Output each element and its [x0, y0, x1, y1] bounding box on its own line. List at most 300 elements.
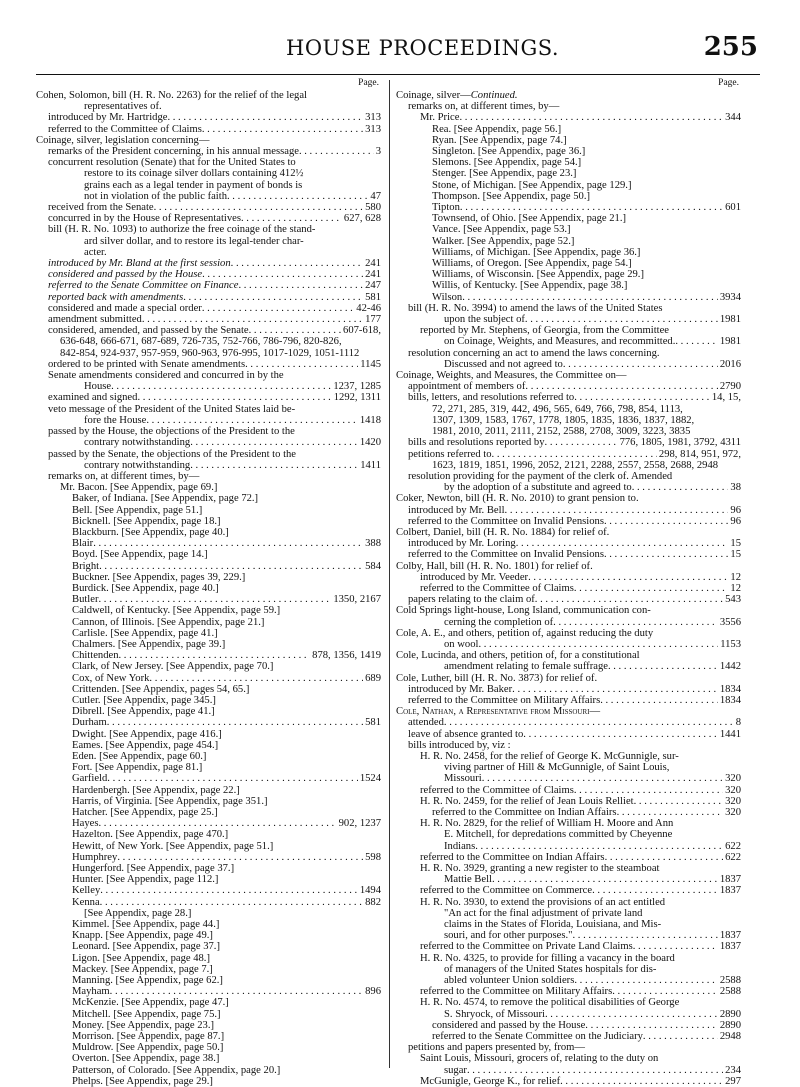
- index-entry: [396, 392, 741, 403]
- entry-page-ref: 543: [725, 594, 741, 606]
- entry-text: introduced by Mr. Bell: [408, 504, 505, 516]
- index-entry: [396, 706, 741, 717]
- index-entry: [396, 303, 741, 314]
- leader-dots: [444, 717, 734, 728]
- entry-text: Coinage, silver, legislation concerning—: [36, 134, 210, 146]
- index-entry: [396, 146, 741, 157]
- entry-text: amendment relating to female suffrage: [444, 661, 608, 673]
- leader-dots: [183, 292, 363, 303]
- index-entry: [396, 684, 741, 695]
- entry-text: 72, 271, 285, 319, 442, 496, 565, 649, 766, 798, 854, 1113,: [432, 403, 683, 415]
- index-entry: [396, 202, 741, 213]
- index-entry: [396, 493, 741, 504]
- entry-text: referred to the Committee on Indian Affairs: [432, 807, 617, 818]
- entry-text: Missouri: [444, 773, 482, 785]
- entry-text: Humphrey: [72, 851, 118, 863]
- entry-text: referred to the Committee of Claims: [48, 123, 202, 135]
- entry-text: referred to the Committee on Commerce: [420, 885, 593, 897]
- index-entry: [36, 437, 381, 448]
- leader-dots: [592, 885, 718, 896]
- entry-text: Mattie Bell: [444, 874, 492, 886]
- entry-text: Coinage, silver—Continued.: [396, 90, 518, 101]
- entry-text: by the adoption of a substitute and agreed to: [444, 482, 632, 494]
- entry-page-ref: 177: [365, 314, 381, 326]
- index-entry: [396, 370, 741, 381]
- entry-page-ref: 622: [725, 840, 741, 852]
- index-entry: [396, 863, 741, 874]
- index-entry: [396, 729, 741, 740]
- leader-dots: [605, 852, 724, 863]
- index-entry: [36, 180, 381, 191]
- leader-dots: [585, 1020, 718, 1031]
- index-entry: [36, 90, 381, 101]
- leader-dots: [245, 359, 358, 370]
- index-entry: [36, 818, 381, 829]
- index-entry: [396, 650, 741, 661]
- leader-dots: [633, 941, 718, 952]
- leader-dots: [634, 796, 724, 807]
- entry-page-ref: 42-46: [356, 302, 381, 314]
- index-entry: [396, 213, 741, 224]
- index-entry: [396, 964, 741, 975]
- entry-text: Morrison. [See Appendix, page 87.]: [72, 1031, 225, 1043]
- leader-dots: [523, 729, 718, 740]
- index-entry: [396, 336, 741, 347]
- entry-text: bills, letters, and resolutions referred to: [408, 392, 575, 404]
- leader-dots: [107, 773, 358, 784]
- entry-text: McGunigle, George K., for relief: [420, 1075, 561, 1087]
- index-entry: [36, 336, 381, 347]
- index-entry: [36, 168, 381, 179]
- entry-text: Cole, Luther, bill (H. R. No. 3873) for relief of.: [396, 672, 598, 684]
- entry-text: Rea. [See Appendix, page 56.]: [432, 123, 562, 135]
- entry-page-ref: 14, 15,: [711, 392, 741, 404]
- entry-page-ref: 297: [725, 1075, 741, 1087]
- index-entry: [36, 1009, 381, 1020]
- entry-page-ref: 234: [725, 1064, 741, 1076]
- entry-text: House: [84, 381, 112, 393]
- entry-text: Garfield: [72, 773, 108, 785]
- leader-dots: [600, 695, 718, 706]
- entry-page-ref: 15: [730, 538, 741, 550]
- entry-page-ref: 1834: [719, 683, 741, 695]
- index-entry: [396, 751, 741, 762]
- index-entry: [396, 773, 741, 784]
- index-entry: [36, 348, 381, 359]
- index-entry: [36, 505, 381, 516]
- entry-page-ref: 1837: [719, 941, 741, 953]
- entry-text: remarks on, at different times, by—: [48, 470, 200, 482]
- leader-dots: [563, 359, 718, 370]
- entry-text: Harris, of Virginia. [See Appendix, page 351.]: [72, 795, 268, 807]
- index-entry: [36, 941, 381, 952]
- index-entry: [396, 1020, 741, 1031]
- index-entry: [396, 986, 741, 997]
- entry-text: H. R. No. 3929, granting a new register to the steamboat: [420, 863, 660, 875]
- index-entry: [36, 605, 381, 616]
- index-entry: [396, 885, 741, 896]
- entry-text: ordered to be printed with Senate amendments: [48, 358, 246, 370]
- right-column: [396, 78, 741, 1087]
- entry-page-ref: 1418: [359, 414, 381, 426]
- entry-page-ref: 241: [365, 269, 381, 281]
- index-entry: [396, 628, 741, 639]
- index-entry: [396, 919, 741, 930]
- entry-text: fore the House: [84, 414, 147, 426]
- index-entry: [396, 191, 741, 202]
- leader-dots: [99, 561, 363, 572]
- index-entry: [396, 426, 741, 437]
- entry-text: 636-648, 666-671, 687-689, 726-735, 752-766, 786-796, 820-826,: [60, 336, 342, 348]
- entry-text: restore to its coinage silver dollars containing 412½: [84, 168, 304, 180]
- leader-dots: [149, 673, 363, 684]
- leader-dots: [478, 639, 718, 650]
- index-entry: [36, 863, 381, 874]
- index-entry: [36, 773, 381, 784]
- index-entry: [36, 1053, 381, 1064]
- entry-text: Crittenden. [See Appendix, pages 54, 65.]: [72, 683, 250, 695]
- leader-dots: [574, 392, 710, 403]
- index-entry: [36, 146, 381, 157]
- entry-text: Blackburn. [See Appendix, page 40.]: [72, 526, 229, 538]
- index-entry: [36, 269, 381, 280]
- entry-text: abled volunteer Union soldiers: [444, 975, 575, 987]
- entry-text: Willis, of Kentucky. [See Appendix, page 38.]: [432, 280, 628, 292]
- entry-text: passed by the House, the objections of the President to the: [48, 426, 295, 438]
- entry-text: viving partner of Hill & McGunnigle, of Saint Louis,: [444, 762, 670, 774]
- entry-page-ref: 1834: [719, 694, 741, 706]
- entry-text: Overton. [See Appendix, page 38.]: [72, 1053, 220, 1065]
- entry-text: Caldwell, of Kentucky. [See Appendix, page 59.]: [72, 605, 281, 617]
- entry-text: cerning the completion of: [444, 616, 554, 628]
- index-entry: [36, 471, 381, 482]
- entry-text: Singleton. [See Appendix, page 36.]: [432, 146, 586, 158]
- entry-text: McKenzie. [See Appendix, page 47.]: [72, 997, 229, 1009]
- entry-text: 842-854, 924-937, 957-959, 960-963, 976-995, 1017-1029, 1051-1112: [60, 347, 360, 359]
- entry-page-ref: 1237, 1285: [333, 381, 381, 393]
- entry-text: Hungerford. [See Appendix, page 37.]: [72, 863, 235, 875]
- index-entry: [396, 1065, 741, 1076]
- entry-page-ref: 2588: [719, 986, 741, 998]
- entry-page-ref: 584: [365, 560, 381, 572]
- index-entry: [396, 527, 741, 538]
- entry-text: Mr. Price: [420, 112, 460, 124]
- entry-page-ref: 38: [730, 482, 741, 494]
- index-entry: [36, 493, 381, 504]
- index-entry: [396, 180, 741, 191]
- entry-text: grains each as a legal tender in payment of bonds is: [84, 179, 303, 191]
- index-entry: [36, 796, 381, 807]
- entry-page-ref: 8: [735, 717, 741, 729]
- index-entry: [36, 740, 381, 751]
- entry-text: Mackey. [See Appendix, page 7.]: [72, 963, 213, 975]
- index-entry: [36, 325, 381, 336]
- entry-text: remarks on, at different times, by—: [408, 101, 560, 113]
- entry-page-ref: 320: [725, 773, 741, 785]
- index-entry: [396, 807, 741, 818]
- entry-page-ref: 1292, 1311: [333, 392, 381, 404]
- leader-dots: [545, 437, 618, 448]
- index-entry: [36, 527, 381, 538]
- index-entry: [36, 650, 381, 661]
- leader-dots: [525, 381, 717, 392]
- index-entry: [396, 157, 741, 168]
- entry-page-ref: 622: [725, 851, 741, 863]
- index-entry: [36, 426, 381, 437]
- index-entry: [36, 841, 381, 852]
- entry-text: Kenna: [72, 896, 100, 908]
- entry-text: Thompson. [See Appendix, page 50.]: [432, 190, 590, 202]
- index-entry: [36, 392, 381, 403]
- index-entry: [396, 975, 741, 986]
- index-entry: [36, 829, 381, 840]
- leader-dots: [492, 449, 657, 460]
- index-entry: [396, 549, 741, 560]
- entry-text: Cole, A. E., and others, petition of, against reducing the duty: [396, 627, 654, 639]
- index-entry: [396, 617, 741, 628]
- index-entry: [36, 695, 381, 706]
- index-entry: [396, 673, 741, 684]
- index-entry: [396, 348, 741, 359]
- index-entry: [36, 930, 381, 941]
- entry-page-ref: 1420: [359, 437, 381, 449]
- leader-dots: [460, 202, 723, 213]
- index-entry: [36, 482, 381, 493]
- column-divider: [389, 80, 390, 1068]
- entry-text: contrary notwithstanding: [84, 437, 191, 449]
- leader-dots: [462, 292, 718, 303]
- entry-page-ref: 902, 1237: [338, 818, 381, 830]
- entry-page-ref: 388: [365, 538, 381, 550]
- index-entry: [396, 841, 741, 852]
- leader-dots: [512, 684, 718, 695]
- index-entry: [396, 829, 741, 840]
- entry-page-ref: 3: [375, 146, 381, 158]
- entry-text: Chalmers. [See Appendix, page 39.]: [72, 638, 226, 650]
- entry-page-ref: 581: [365, 291, 381, 303]
- entry-text: referred to the Senate Committee on Finance: [48, 280, 239, 292]
- entry-text: Cutler. [See Appendix, page 345.]: [72, 694, 216, 706]
- index-entry: [396, 785, 741, 796]
- entry-text: Eames. [See Appendix, page 454.]: [72, 739, 219, 751]
- index-entry: [36, 460, 381, 471]
- entry-page-ref: 1837: [719, 930, 741, 942]
- entry-text: referred to the Senate Committee on the Judiciary: [432, 1031, 643, 1043]
- entry-text: Chittenden: [72, 650, 119, 662]
- entry-page-ref: 1524: [359, 773, 381, 785]
- entry-text: resolution providing for the payment of the clerk of. Amended: [408, 470, 673, 482]
- index-entry: [396, 1042, 741, 1053]
- entry-page-ref: 3934: [719, 291, 741, 303]
- leader-dots: [467, 1065, 723, 1076]
- index-entry: [396, 796, 741, 807]
- entry-text: Mayham: [72, 986, 110, 998]
- index-entry: [396, 460, 741, 471]
- entry-text: not in violation of the public faith: [84, 190, 227, 202]
- entry-text: Cohen, Solomon, bill (H. R. No. 2263) for the relief of the legal: [36, 90, 307, 101]
- index-entry: [396, 583, 741, 594]
- entry-text: souri, and for other purposes.": [444, 930, 573, 942]
- entry-page-ref: 313: [365, 112, 381, 124]
- leader-dots: [574, 975, 717, 986]
- index-entry: [396, 247, 741, 258]
- entry-text: referred to the Committee of Claims: [420, 582, 574, 594]
- index-entry: [36, 359, 381, 370]
- leader-dots: [535, 594, 723, 605]
- leader-dots: [202, 269, 363, 280]
- entry-page-ref: 1981: [719, 314, 741, 326]
- index-entry: [36, 729, 381, 740]
- index-entry: [396, 639, 741, 650]
- entry-text: petitions referred to: [408, 448, 492, 460]
- index-entry: [36, 661, 381, 672]
- entry-text: upon the subject of: [444, 314, 525, 326]
- index-entry: [396, 1076, 741, 1087]
- index-entry: [396, 381, 741, 392]
- index-entry: [396, 997, 741, 1008]
- index-entry: [36, 303, 381, 314]
- index-entry: [36, 247, 381, 258]
- entry-text: on Coinage, Weights, and Measures, and recommitted.: [444, 336, 676, 348]
- entry-text: amendment submitted: [48, 314, 142, 326]
- index-entry: [36, 852, 381, 863]
- entry-text: sugar: [444, 1064, 467, 1076]
- index-entry: [36, 135, 381, 146]
- index-entry: [36, 997, 381, 1008]
- entry-text: Cannon, of Illinois. [See Appendix, page 21.]: [72, 616, 265, 628]
- leader-dots: [142, 314, 363, 325]
- entry-text: S. Shryock, of Missouri: [444, 1008, 545, 1020]
- page-column-label: Page.: [718, 78, 739, 88]
- index-entry: [396, 505, 741, 516]
- page-number: 255: [703, 32, 758, 62]
- entry-page-ref: 1494: [359, 885, 381, 897]
- index-entry: [36, 975, 381, 986]
- index-entry: [36, 617, 381, 628]
- entry-page-ref: 581: [365, 717, 381, 729]
- entry-text: received from the Senate: [48, 202, 154, 214]
- index-entry: [36, 191, 381, 202]
- index-entry: [396, 908, 741, 919]
- index-entry: [396, 852, 741, 863]
- index-entry: [396, 740, 741, 751]
- index-entry: [36, 1020, 381, 1031]
- entry-text: Eden. [See Appendix, page 60.]: [72, 750, 207, 762]
- entry-text: Muldrow. [See Appendix, page 50.]: [72, 1042, 224, 1054]
- entry-page-ref: 313: [365, 123, 381, 135]
- entry-text: Wilson: [432, 291, 463, 303]
- entry-page-ref: 3556: [719, 616, 741, 628]
- leader-dots: [154, 202, 364, 213]
- index-entry: [36, 986, 381, 997]
- index-entry: [36, 516, 381, 527]
- index-entry: [36, 639, 381, 650]
- entry-text: Mr. Bacon. [See Appendix, page 69.]: [60, 482, 218, 494]
- index-entry: [36, 717, 381, 728]
- entry-page-ref: 1411: [360, 459, 381, 471]
- index-entry: [36, 673, 381, 684]
- index-entry: [396, 359, 741, 370]
- entry-page-ref: 1981: [719, 336, 741, 348]
- entry-text: introduced by Mr. Loring: [408, 538, 516, 550]
- index-entry: [396, 594, 741, 605]
- leader-dots: [299, 146, 374, 157]
- leader-dots: [227, 191, 368, 202]
- index-entry: [396, 314, 741, 325]
- entry-text: Colby, Hall, bill (H. R. No. 1801) for relief of.: [396, 560, 593, 572]
- entry-page-ref: 344: [725, 112, 741, 124]
- entry-page-ref: 1837: [719, 874, 741, 886]
- entry-text: acter.: [84, 246, 107, 258]
- leader-dots: [553, 617, 718, 628]
- entry-text: Buckner. [See Appendix, pages 39, 229.]: [72, 571, 246, 583]
- entry-page-ref: 2016: [719, 358, 741, 370]
- index-entry: [36, 964, 381, 975]
- entry-text: referred to the Committee on Private Land Claims: [420, 941, 633, 953]
- index-entry: [36, 1042, 381, 1053]
- entry-page-ref: 241: [365, 258, 381, 270]
- index-entry: [36, 953, 381, 964]
- entry-page-ref: 2588: [719, 975, 741, 987]
- index-entry: [36, 224, 381, 235]
- index-entry: [36, 157, 381, 168]
- index-entry: [36, 415, 381, 426]
- entry-text: Hatcher. [See Appendix, page 25.]: [72, 807, 218, 818]
- leader-dots: [231, 258, 363, 269]
- entry-text: Kelley: [72, 885, 101, 897]
- index-entry: [396, 280, 741, 291]
- entry-page-ref: 96: [730, 504, 741, 516]
- entry-text: Coker, Newton, bill (H. R. No. 2010) to grant pension to.: [396, 493, 639, 505]
- leader-dots: [505, 505, 729, 516]
- leader-dots: [119, 650, 311, 661]
- index-entry: [396, 930, 741, 941]
- entry-text: introduced by Mr. Veeder: [420, 571, 529, 583]
- entry-text: Williams, of Michigan. [See Appendix, page 36.]: [432, 246, 641, 258]
- index-entry: [36, 572, 381, 583]
- entry-page-ref: 598: [365, 851, 381, 863]
- entry-text: bills introduced by, viz :: [408, 739, 511, 751]
- entry-text: Ryan. [See Appendix, page 74.]: [432, 134, 567, 146]
- entry-text: bill (H. R. No. 1093) to authorize the free coinage of the stand-: [48, 224, 316, 236]
- index-entry: [396, 516, 741, 527]
- entry-page-ref: 1153: [720, 638, 741, 650]
- index-entry: [396, 101, 741, 112]
- entry-text: Williams, of Oregon. [See Appendix, page 54.]: [432, 258, 632, 270]
- entry-text: Manning. [See Appendix, page 62.]: [72, 975, 223, 987]
- index-entry: [36, 236, 381, 247]
- entry-text: Boyd. [See Appendix, page 14.]: [72, 549, 208, 561]
- entry-page-ref: 298, 814, 951, 972,: [658, 448, 741, 460]
- entry-page-ref: 896: [365, 986, 381, 998]
- entry-page-ref: 1837: [719, 885, 741, 897]
- entry-text: Hazelton. [See Appendix, page 470.]: [72, 829, 229, 841]
- entry-text: Bell. [See Appendix, page 51.]: [72, 504, 203, 516]
- leader-dots: [617, 807, 724, 818]
- entry-text: examined and signed: [48, 392, 138, 404]
- entry-text: Kimmel. [See Appendix, page 44.]: [72, 919, 220, 931]
- index-entry: [36, 706, 381, 717]
- index-entry: [396, 661, 741, 672]
- entry-page-ref: 320: [725, 784, 741, 796]
- entry-text: considered and passed by the House: [432, 1019, 586, 1031]
- index-entry: [36, 449, 381, 460]
- index-entry: [396, 561, 741, 572]
- entry-text: Butler: [72, 594, 99, 606]
- entry-page-ref: 320: [725, 795, 741, 807]
- leader-dots: [643, 1031, 718, 1042]
- leader-dots: [612, 986, 718, 997]
